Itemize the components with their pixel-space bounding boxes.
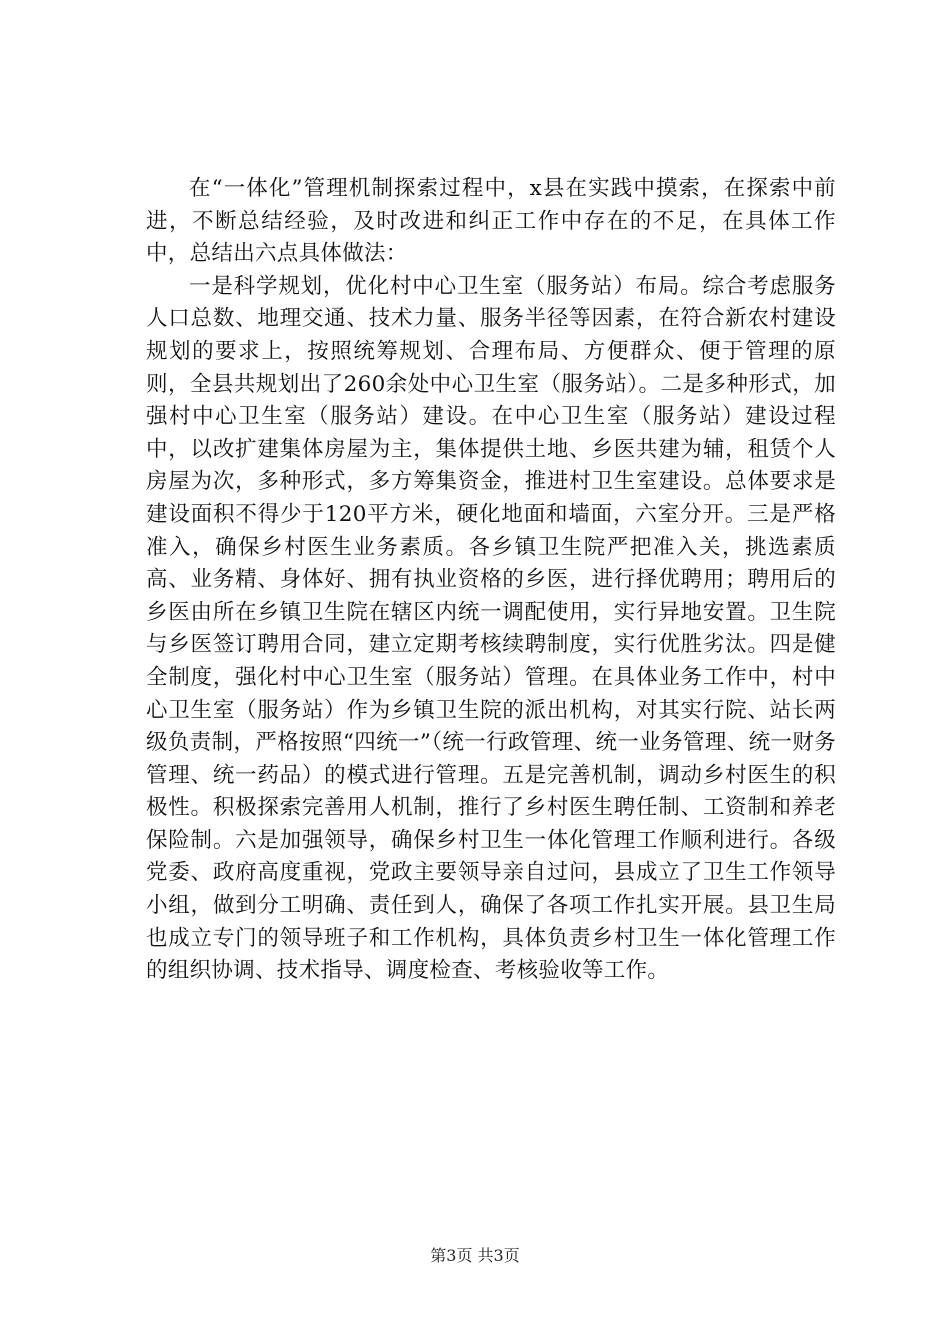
document-body [146, 173, 836, 988]
paragraph-measures: 一是科学规划，优化村中心卫生室（服务站）布局。综合考虑服务人口总数、地理交通、技术力量、服务半径等因素，在符合新农村建设规划的要求上，按照统筹规划、合理布局、方便群众、便于管理的原则，全县共规划出了260余处中心卫生室（服务站）。二是多种形式，加强村中心卫生室（服务站）建设。在中心卫生室（服务站）建设过程中，以改扩建集体房屋为主，集体提供土地、乡医共建为辅，租赁个人房屋为次，多种形式，多方筹集资金，推进村卫生室建设。总体要求是建设面积不得少于120平方米，硬化地面和墙面，六室分开。三是严格准入，确保乡村医生业务素质。各乡镇卫生院严把准入关，挑选素质高、业务精、身体好、拥有执业资格的乡医，进行择优聘用；聘用后的乡医由所在乡镇卫生院在辖区内统一调配使用，实行异地安置。卫生院与乡医签订聘用合同，建立定期考核续聘制度，实行优胜劣汰。四是健全制度，强化村中心卫生室（服务站）管理。在具体业务工作中，村中心卫生室（服务站）作为乡镇卫生院的派出机构，对其实行院、站长两级负责制，严格按照“四统一”（统一行政管理、统一业务管理、统一财务管理、统一药品）的模式进行管理。五是完善机制，调动乡村医生的积极性。积极探索完善用人机制，推行了乡村医生聘任制、工资制和养老保险制。六是加强领导，确保乡村卫生一体化管理工作顺利进行。各级党委、政府高度重视，党政主要领导亲自过问，县成立了卫生工作领导小组，做到分工明确、责任到人，确保了各项工作扎实开展。县卫生局也成立专门的领导班子和工作机构，具体负责乡村卫生一体化管理工作的组织协调、技术指导、调度检查、考核验收等工作。 [146, 273, 836, 984]
page-number-footer: 第3页 共3页 [430, 1246, 520, 1265]
paragraph-intro: 在“一体化”管理机制探索过程中，x县在实践中摸索，在探索中前进，不断总结经验，及时改进和纠正工作中存在的不足，在具体工作中，总结出六点具体做法： [146, 176, 836, 267]
